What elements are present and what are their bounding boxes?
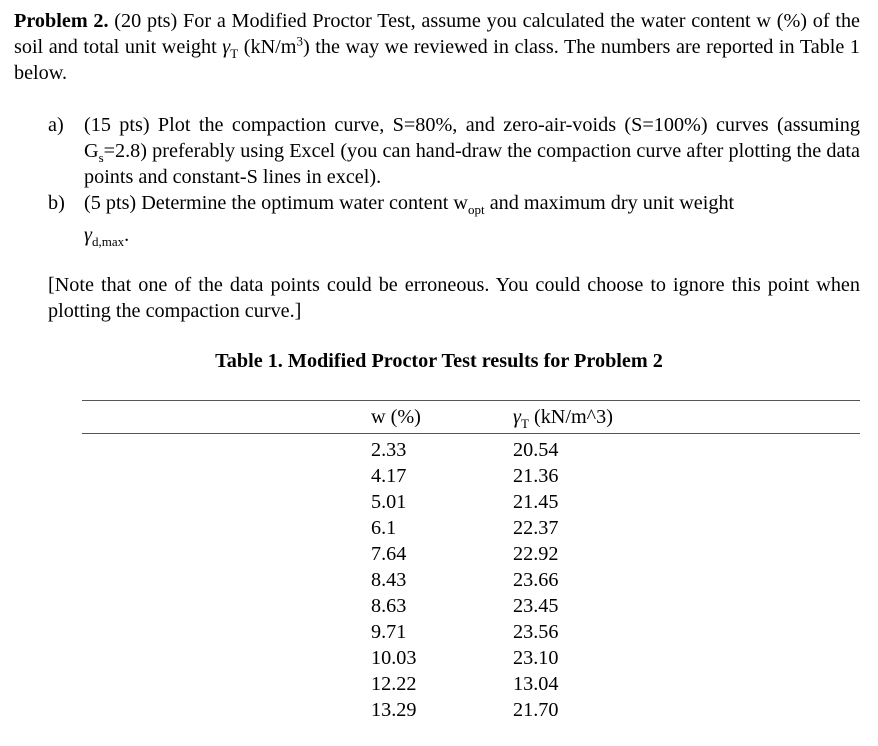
table-cell-gamma: 22.37 <box>513 517 559 539</box>
gamma-header-symbol: γ <box>513 406 521 428</box>
problem-rest: ) the way we reviewed in class. The numbers are reported in Table 1 below. <box>14 36 860 84</box>
problem-text: (20 pts) For a Modified Proctor Test, assume you calculated the water content w (%) of the soil and total unit weight <box>14 10 860 58</box>
table-cell-gamma: 21.70 <box>513 699 559 721</box>
column-header-gamma <box>513 406 613 432</box>
gamma-header-subscript: T <box>520 416 529 432</box>
gs-subscript: s <box>98 150 104 166</box>
table-cell-w: 4.17 <box>371 465 407 487</box>
table-cell-w: 9.71 <box>371 621 407 643</box>
part-a-text <box>84 112 860 190</box>
part-b-text <box>84 190 860 216</box>
table-cell-w: 10.03 <box>371 647 417 669</box>
problem-statement <box>14 8 860 86</box>
table-top-rule <box>82 400 860 401</box>
problem-parts <box>48 112 860 248</box>
table-cell-w: 12.22 <box>371 673 417 695</box>
table-cell-w: 7.64 <box>371 543 407 565</box>
column-header-w: w (%) <box>371 406 421 428</box>
gamma-d-subscript: d,max <box>91 234 125 250</box>
table-cell-gamma: 23.45 <box>513 595 559 617</box>
gamma-symbol: γ <box>222 36 231 58</box>
unit-superscript: 3 <box>296 33 303 49</box>
part-b-gamma-line <box>84 222 860 248</box>
table-cell-w: 2.33 <box>371 439 407 461</box>
table-cell-gamma: 21.36 <box>513 465 559 487</box>
part-b-end: . <box>124 224 130 246</box>
table-header-rule <box>82 433 860 434</box>
table-cell-gamma: 20.54 <box>513 439 559 461</box>
table-cell-gamma: 22.92 <box>513 543 559 565</box>
part-a <box>48 112 860 190</box>
table-cell-gamma: 13.04 <box>513 673 559 695</box>
table-cell-gamma: 23.66 <box>513 569 559 591</box>
part-b-mid: and maximum dry unit weight <box>484 192 735 214</box>
problem-label: Problem 2. <box>14 10 109 32</box>
table-cell-gamma: 21.45 <box>513 491 559 513</box>
gamma-subscript: T <box>230 46 239 62</box>
note-text: [Note that one of the data points could be erroneous. You could choose to ignore this point when plotting the compaction curve.] <box>48 274 860 322</box>
part-b <box>48 190 860 216</box>
table-cell-gamma: 23.56 <box>513 621 559 643</box>
gamma-header-unit: (kN/m^3) <box>528 406 613 428</box>
part-a-pre: (15 pts) Plot the compaction curve, S=80%, and zero-air-voids (S=100%) curves (assuming G <box>84 114 860 162</box>
table-cell-w: 6.1 <box>371 517 397 539</box>
gamma-d-symbol: γ <box>84 224 92 246</box>
table-caption: Table 1. Modified Proctor Test results for Problem 2 <box>215 350 663 372</box>
table-cell-w: 5.01 <box>371 491 407 513</box>
part-b-marker: b) <box>48 192 65 214</box>
unit-text: (kN/m <box>238 36 297 58</box>
table-cell-w: 13.29 <box>371 699 417 721</box>
part-b-pre: (5 pts) Determine the optimum water content w <box>84 192 469 214</box>
table-cell-w: 8.43 <box>371 569 407 591</box>
part-a-post: =2.8) preferably using Excel (you can hand-draw the compaction curve after plotting the data points and constant-S lines in excel). <box>84 140 860 188</box>
table-cell-gamma: 23.10 <box>513 647 559 669</box>
table-cell-w: 8.63 <box>371 595 407 617</box>
wopt-subscript: opt <box>468 202 485 218</box>
part-a-marker: a) <box>48 114 64 136</box>
